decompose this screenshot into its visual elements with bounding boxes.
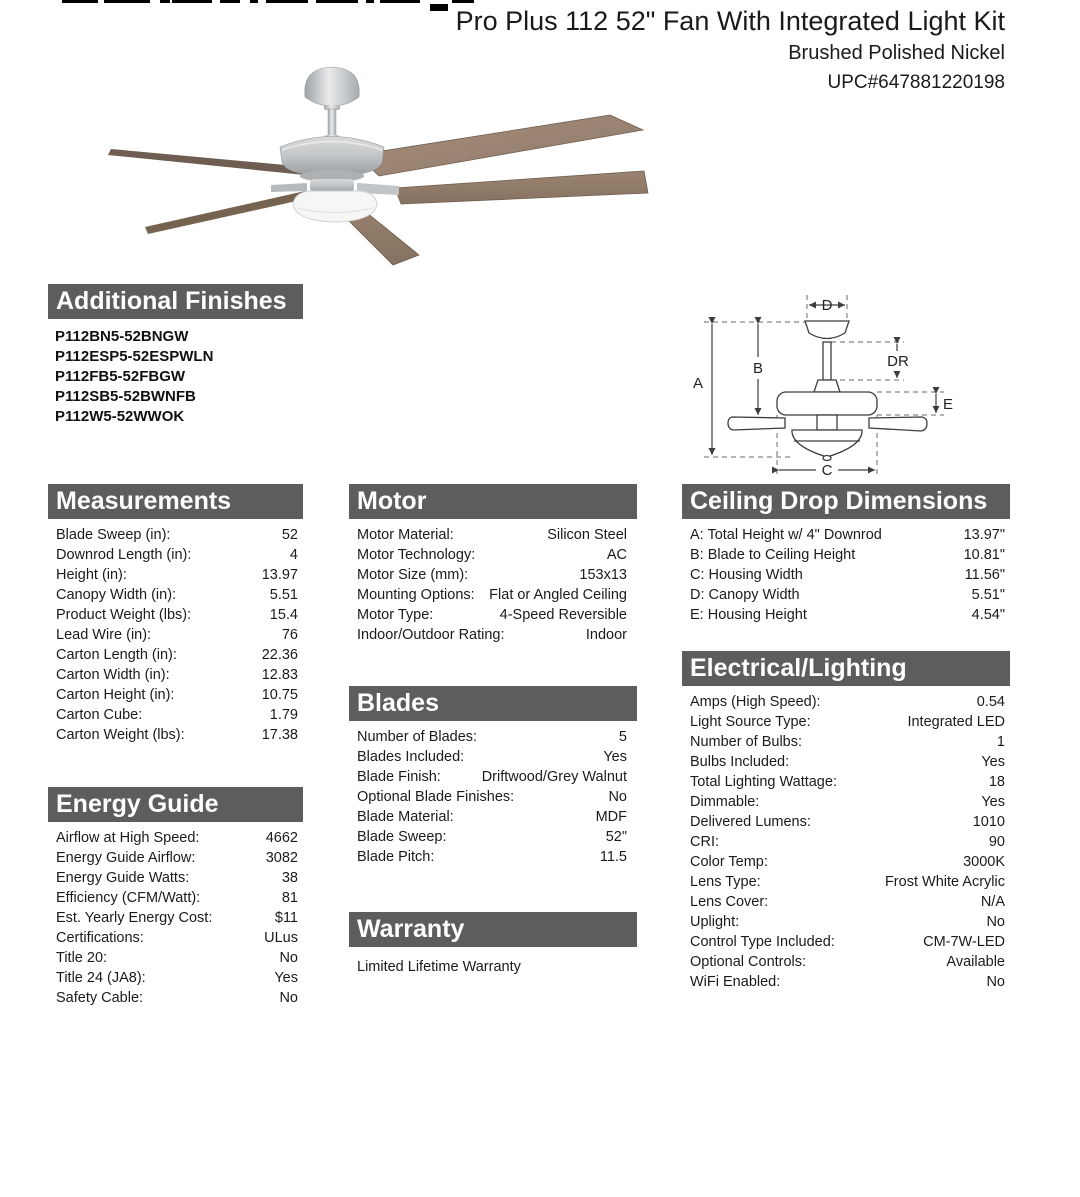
spec-row (349, 847, 637, 867)
section-header-warranty: Warranty (349, 912, 637, 947)
spec-row (682, 545, 1010, 565)
spec-label: D: Canopy Width (690, 587, 800, 603)
spec-label: Energy Guide Airflow: (56, 850, 196, 866)
product-photo (95, 55, 655, 285)
ceiling-drop-rows (682, 519, 1010, 625)
spec-row (682, 525, 1010, 545)
spec-row (682, 585, 1010, 605)
finish-item (55, 327, 303, 347)
spec-value: 38 (281, 870, 298, 886)
spec-row (682, 565, 1010, 585)
spec-value: 18 (988, 774, 1005, 790)
section-header-energy-guide: Energy Guide (48, 787, 303, 822)
spec-value: Indoor (585, 627, 627, 643)
spec-label: Est. Yearly Energy Cost: (56, 910, 213, 926)
spec-value: 4 (289, 547, 298, 563)
spec-row (682, 605, 1010, 625)
spec-row (682, 852, 1010, 872)
diagram-downrod (823, 342, 831, 380)
spec-label: Blade Finish: (357, 769, 441, 785)
section-header-additional-finishes: Additional Finishes (48, 284, 303, 319)
finish-sku: P112ESP5-52ESPWLN (55, 348, 214, 365)
spec-value: Frost White Acrylic (884, 874, 1005, 890)
spec-label: Total Lighting Wattage: (690, 774, 837, 790)
diagram-mount (814, 380, 840, 392)
spec-row (48, 545, 303, 565)
energy-guide-rows (48, 822, 303, 1008)
spec-value: $11 (274, 910, 298, 926)
spec-label: Number of Bulbs: (690, 734, 803, 750)
spec-value: 81 (281, 890, 298, 906)
spec-value: Silicon Steel (547, 527, 627, 543)
spec-label: Blades Included: (357, 749, 465, 765)
diagram-blade-left (728, 417, 785, 430)
spec-row (48, 868, 303, 888)
energy-guide-section (48, 787, 303, 1008)
spec-row (349, 625, 637, 645)
spec-row (48, 685, 303, 705)
spec-value: Yes (981, 754, 1005, 770)
spec-row (48, 828, 303, 848)
spec-value: No (986, 914, 1005, 930)
spec-value: 76 (281, 627, 298, 643)
fan-blade-upper-right (357, 115, 643, 176)
spec-value: 11.56" (964, 567, 1005, 583)
ceiling-drop-section (682, 484, 1010, 625)
spec-label: Lens Type: (690, 874, 761, 890)
finish-item (55, 367, 303, 387)
dim-label-b: B (752, 360, 764, 377)
blades-section (349, 686, 637, 867)
finish-sku: P112FB5-52FBGW (55, 368, 186, 385)
spec-label: Motor Size (mm): (357, 567, 469, 583)
spec-row (48, 928, 303, 948)
finish-sku: P112SB5-52BWNFB (55, 388, 196, 405)
spec-label: B: Blade to Ceiling Height (690, 547, 856, 563)
electrical-section (682, 651, 1010, 992)
spec-label: Optional Controls: (690, 954, 807, 970)
spec-row (349, 727, 637, 747)
spec-row (682, 712, 1010, 732)
spec-row (349, 545, 637, 565)
diagram-canopy (805, 321, 849, 339)
spec-value: N/A (980, 894, 1005, 910)
spec-label: Uplight: (690, 914, 740, 930)
spec-value: 3000K (963, 854, 1005, 870)
spec-label: A: Total Height w/ 4" Downrod (690, 527, 882, 543)
spec-value: 12.83 (261, 667, 298, 683)
spec-value: No (608, 789, 627, 805)
spec-value: Yes (274, 970, 298, 986)
additional-finishes-section (48, 284, 303, 427)
spec-row (48, 665, 303, 685)
spec-value: 5 (618, 729, 627, 745)
spec-value: No (986, 974, 1005, 990)
spec-value: Available (946, 954, 1005, 970)
spec-value: 90 (988, 834, 1005, 850)
spec-row (682, 912, 1010, 932)
spec-row (349, 787, 637, 807)
spec-label: Title 24 (JA8): (56, 970, 146, 986)
spec-label: WiFi Enabled: (690, 974, 781, 990)
diagram-housing (777, 392, 877, 415)
spec-label: Carton Height (in): (56, 687, 175, 703)
section-header-electrical: Electrical/Lighting (682, 651, 1010, 686)
spec-row (48, 525, 303, 545)
spec-row (682, 692, 1010, 712)
warranty-section (349, 912, 637, 977)
dim-label-e: E (942, 396, 954, 413)
product-upc: UPC#647881220198 (827, 71, 1005, 93)
diagram-light-neck (817, 415, 837, 430)
spec-label: Motor Material: (357, 527, 454, 543)
ceiling-drop-diagram (688, 283, 993, 483)
spec-value: Driftwood/Grey Walnut (481, 769, 627, 785)
spec-label: Motor Technology: (357, 547, 476, 563)
spec-row (48, 888, 303, 908)
spec-value: 5.51" (971, 587, 1005, 603)
spec-label: Delivered Lumens: (690, 814, 811, 830)
motor-section (349, 484, 637, 645)
spec-value: 15.4 (269, 607, 298, 623)
spec-label: Indoor/Outdoor Rating: (357, 627, 505, 643)
finish-item (55, 387, 303, 407)
spec-row (349, 525, 637, 545)
spec-label: Blade Sweep (in): (56, 527, 171, 543)
spec-value: MDF (595, 809, 627, 825)
fan-light-lens (293, 191, 377, 222)
spec-value: 4.54" (971, 607, 1005, 623)
spec-label: Carton Cube: (56, 707, 143, 723)
spec-value: 52" (605, 829, 627, 845)
spec-row (48, 645, 303, 665)
section-header-motor: Motor (349, 484, 637, 519)
section-header-blades: Blades (349, 686, 637, 721)
spec-label: Canopy Width (in): (56, 587, 177, 603)
blades-rows (349, 721, 637, 867)
spec-value: 13.97" (963, 527, 1005, 543)
spec-row (682, 812, 1010, 832)
spec-label: Motor Type: (357, 607, 434, 623)
spec-row (48, 968, 303, 988)
spec-value: 17.38 (261, 727, 298, 743)
spec-label: Downrod Length (in): (56, 547, 192, 563)
spec-label: Efficiency (CFM/Watt): (56, 890, 201, 906)
spec-row (349, 827, 637, 847)
spec-value: 10.75 (261, 687, 298, 703)
measurements-section (48, 484, 303, 745)
spec-value: 1010 (972, 814, 1005, 830)
spec-label: Blade Pitch: (357, 849, 435, 865)
spec-value: CM-7W-LED (923, 934, 1005, 950)
spec-label: Airflow at High Speed: (56, 830, 200, 846)
spec-value: 10.81" (963, 547, 1005, 563)
spec-value: 0.54 (976, 694, 1005, 710)
spec-label: Amps (High Speed): (690, 694, 821, 710)
spec-row (682, 732, 1010, 752)
spec-value: 4-Speed Reversible (499, 607, 627, 623)
spec-label: C: Housing Width (690, 567, 803, 583)
spec-row (349, 807, 637, 827)
spec-label: Carton Width (in): (56, 667, 170, 683)
spec-row (349, 605, 637, 625)
electrical-rows (682, 686, 1010, 992)
fan-blade-right (395, 171, 648, 204)
spec-row (48, 908, 303, 928)
spec-label: Carton Length (in): (56, 647, 177, 663)
spec-value: 153x13 (579, 567, 627, 583)
spec-label: Height (in): (56, 567, 127, 583)
dim-label-a: A (692, 375, 704, 392)
spec-value: 5.51 (269, 587, 298, 603)
spec-label: Blade Material: (357, 809, 454, 825)
section-header-ceiling-drop: Ceiling Drop Dimensions (682, 484, 1010, 519)
fan-blade-left-upper (108, 149, 307, 175)
spec-label: Product Weight (lbs): (56, 607, 192, 623)
spec-label: Color Temp: (690, 854, 768, 870)
spec-row (48, 848, 303, 868)
spec-value: 3082 (265, 850, 298, 866)
spec-label: Optional Blade Finishes: (357, 789, 515, 805)
spec-value: Flat or Angled Ceiling (489, 587, 627, 603)
spec-value: Yes (981, 794, 1005, 810)
spec-row (48, 625, 303, 645)
spec-row (48, 705, 303, 725)
spec-label: Number of Blades: (357, 729, 478, 745)
section-header-measurements: Measurements (48, 484, 303, 519)
fan-downrod (328, 109, 336, 136)
spec-row (682, 972, 1010, 992)
spec-label: Lens Cover: (690, 894, 769, 910)
spec-label: Safety Cable: (56, 990, 144, 1006)
spec-row (682, 872, 1010, 892)
spec-label: Lead Wire (in): (56, 627, 152, 643)
diagram-light-kit (792, 430, 862, 457)
spec-label: CRI: (690, 834, 719, 850)
spec-value: 11.5 (599, 849, 627, 865)
spec-value: Yes (603, 749, 627, 765)
spec-label: Energy Guide Watts: (56, 870, 190, 886)
spec-row (349, 565, 637, 585)
spec-label: Title 20: (56, 950, 108, 966)
finish-sku: P112W5-52WWOK (55, 408, 185, 425)
diagram-blade-right (869, 417, 927, 431)
finish-item (55, 407, 303, 427)
spec-label: Mounting Options: (357, 587, 475, 603)
spec-row (48, 605, 303, 625)
finishes-list (48, 319, 303, 427)
spec-label: Blade Sweep: (357, 829, 447, 845)
spec-value: 13.97 (261, 567, 298, 583)
spec-row (48, 988, 303, 1008)
spec-value: 1 (996, 734, 1005, 750)
spec-value: 1.79 (269, 707, 298, 723)
spec-value: No (279, 990, 298, 1006)
spec-value: ULus (264, 930, 298, 946)
spec-row (48, 948, 303, 968)
spec-label: Light Source Type: (690, 714, 811, 730)
spec-label: Bulbs Included: (690, 754, 790, 770)
product-title: Pro Plus 112 52" Fan With Integrated Light Kit (455, 6, 1005, 36)
motor-rows (349, 519, 637, 645)
spec-label: Control Type Included: (690, 934, 835, 950)
measurements-rows (48, 519, 303, 745)
spec-label: Carton Weight (lbs): (56, 727, 185, 743)
spec-label: Certifications: (56, 930, 144, 946)
dim-label-d: D (821, 297, 833, 314)
spec-value: No (279, 950, 298, 966)
spec-row (682, 952, 1010, 972)
spec-value: 4662 (265, 830, 298, 846)
spec-row (682, 752, 1010, 772)
spec-row (48, 585, 303, 605)
spec-row (682, 772, 1010, 792)
spec-label: E: Housing Height (690, 607, 807, 623)
spec-row (349, 585, 637, 605)
spec-label: Dimmable: (690, 794, 760, 810)
spec-value: Integrated LED (907, 714, 1005, 730)
spec-value: AC (606, 547, 627, 563)
spec-row (682, 832, 1010, 852)
spec-row (48, 565, 303, 585)
finish-item (55, 347, 303, 367)
spec-row (682, 892, 1010, 912)
spec-row (349, 767, 637, 787)
fan-blade-left-lower (145, 191, 310, 234)
dim-label-c: C (821, 462, 833, 479)
dim-label-dr: DR (887, 353, 909, 370)
spec-row (349, 747, 637, 767)
spec-row (682, 932, 1010, 952)
fan-canopy (305, 67, 360, 106)
spec-value: 52 (281, 527, 298, 543)
warranty-text: Limited Lifetime Warranty (357, 959, 521, 975)
finish-sku: P112BN5-52BNGW (55, 328, 189, 345)
product-finish: Brushed Polished Nickel (788, 41, 1005, 64)
spec-value: 22.36 (261, 647, 298, 663)
spec-row (682, 792, 1010, 812)
spec-row (48, 725, 303, 745)
